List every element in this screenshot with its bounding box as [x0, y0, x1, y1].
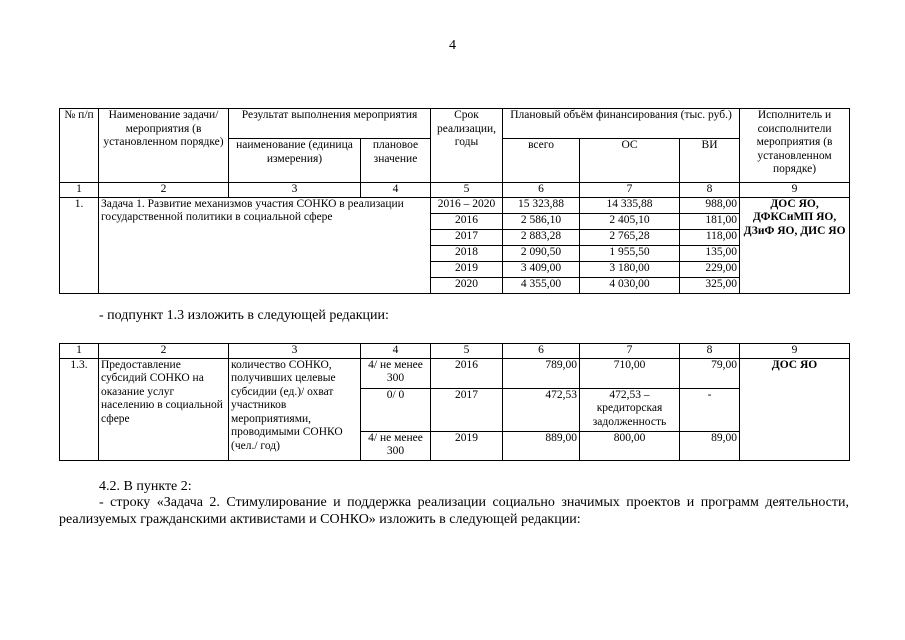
plan-cell: 4/ не менее 300: [361, 358, 431, 388]
year-cell: 2016: [431, 213, 503, 229]
os-cell: 472,53 – кредиторская задолженность: [580, 388, 680, 431]
col-number: 5: [431, 183, 503, 198]
total-cell: 2 586,10: [503, 213, 580, 229]
year-cell: 2020: [431, 277, 503, 293]
col-number: 8: [680, 183, 740, 198]
col-number: 7: [580, 344, 680, 359]
item-result: количество СОНКО, получивших целевые субсидии (ед.)/ охват участников мероприятиями, проводимыми СОНКО (чел./ год): [229, 358, 361, 460]
year-cell: 2017: [431, 388, 503, 431]
header-term: Срок реализации, годы: [431, 109, 503, 183]
col-number: 7: [580, 183, 680, 198]
total-cell: 3 409,00: [503, 261, 580, 277]
year-cell: 2018: [431, 245, 503, 261]
header-total: всего: [503, 139, 580, 183]
header-os: ОС: [580, 139, 680, 183]
total-cell: 2 090,50: [503, 245, 580, 261]
total-cell: 889,00: [503, 431, 580, 460]
task-number: 1.: [60, 197, 99, 293]
col-number: 3: [229, 344, 361, 359]
task-name: Задача 1. Развитие механизмов участия СОНКО в реализации государственной политики в социальной сфере: [99, 197, 431, 293]
col-number: 9: [740, 183, 850, 198]
vi-cell: -: [680, 388, 740, 431]
financing-table: [59, 108, 850, 294]
year-cell: 2016: [431, 358, 503, 388]
vi-cell: 229,00: [680, 261, 740, 277]
col-number: 6: [503, 344, 580, 359]
os-cell: 2 765,28: [580, 229, 680, 245]
col-number: 4: [361, 183, 431, 198]
header-executor: Исполнитель и соисполнители мероприятия (в установленном порядке): [740, 109, 850, 183]
vi-cell: 118,00: [680, 229, 740, 245]
year-cell: 2019: [431, 261, 503, 277]
vi-cell: 181,00: [680, 213, 740, 229]
header-result-plan: плановое значение: [361, 139, 431, 183]
year-cell: 2016 – 2020: [431, 197, 503, 213]
vi-cell: 988,00: [680, 197, 740, 213]
col-number: 1: [60, 183, 99, 198]
col-number: 3: [229, 183, 361, 198]
vi-cell: 325,00: [680, 277, 740, 293]
total-cell: 472,53: [503, 388, 580, 431]
os-cell: 14 335,88: [580, 197, 680, 213]
subsidy-table: [59, 343, 850, 461]
instruction-paragraph: - строку «Задача 2. Стимулирование и поддержка реализации социально значимых проектов и программ деятельности, реализуемых гражданскими активистами и СОНКО» изложить в следующей редакции:: [59, 495, 849, 527]
total-cell: 789,00: [503, 358, 580, 388]
vi-cell: 79,00: [680, 358, 740, 388]
os-cell: 3 180,00: [580, 261, 680, 277]
os-cell: 2 405,10: [580, 213, 680, 229]
item-number: 1.3.: [60, 358, 99, 460]
executor-cell: ДОС ЯО: [740, 358, 850, 460]
header-vi: ВИ: [680, 139, 740, 183]
item-name: Предоставление субсидий СОНКО на оказание услуг населению в социальной сфере: [99, 358, 229, 460]
col-number: 8: [680, 344, 740, 359]
os-cell: 4 030,00: [580, 277, 680, 293]
header-num: № п/п: [60, 109, 99, 183]
vi-cell: 135,00: [680, 245, 740, 261]
col-number: 1: [60, 344, 99, 359]
os-cell: 800,00: [580, 431, 680, 460]
plan-cell: 0/ 0: [361, 388, 431, 431]
page-number: 4: [449, 38, 456, 53]
executor-cell: ДОС ЯО, ДФКСиМП ЯО, ДЗиФ ЯО, ДИС ЯО: [740, 197, 850, 293]
col-number: 4: [361, 344, 431, 359]
col-number: 2: [99, 183, 229, 198]
os-cell: 710,00: [580, 358, 680, 388]
section-heading: 4.2. В пункте 2:: [99, 479, 192, 494]
header-task: Наименование задачи/мероприятия (в установленном порядке): [99, 109, 229, 183]
col-number: 9: [740, 344, 850, 359]
header-result: Результат выполнения мероприятия: [229, 109, 431, 139]
header-result-name: наименование (единица измерения): [229, 139, 361, 183]
instruction-paragraph: - подпункт 1.3 изложить в следующей редакции:: [99, 308, 389, 323]
vi-cell: 89,00: [680, 431, 740, 460]
header-financing: Плановый объём финансирования (тыс. руб.): [503, 109, 740, 139]
total-cell: 4 355,00: [503, 277, 580, 293]
os-cell: 1 955,50: [580, 245, 680, 261]
col-number: 2: [99, 344, 229, 359]
col-number: 5: [431, 344, 503, 359]
col-number: 6: [503, 183, 580, 198]
year-cell: 2019: [431, 431, 503, 460]
plan-cell: 4/ не менее 300: [361, 431, 431, 460]
total-cell: 15 323,88: [503, 197, 580, 213]
total-cell: 2 883,28: [503, 229, 580, 245]
year-cell: 2017: [431, 229, 503, 245]
